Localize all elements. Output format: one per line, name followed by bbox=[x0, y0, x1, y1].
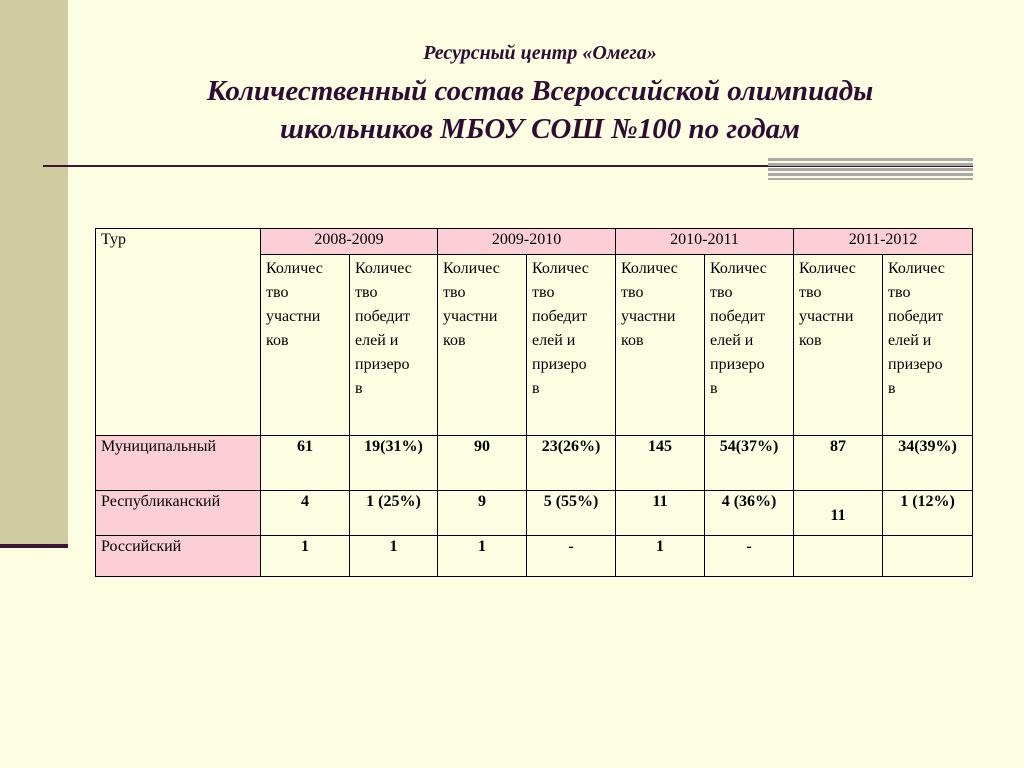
table-cell: 1 bbox=[616, 536, 705, 577]
winners-header: Количес тво победит елей и призеро в bbox=[527, 255, 616, 436]
table-cell: 54(37%) bbox=[705, 436, 794, 491]
table-row-russian bbox=[96, 536, 973, 577]
slide-subtitle: Ресурсный центр «Омега» bbox=[423, 42, 657, 64]
table-cell: 61 bbox=[261, 436, 350, 491]
olympiad-table bbox=[95, 228, 973, 577]
left-decorative-bar bbox=[0, 0, 68, 545]
table-cell: 11 bbox=[794, 491, 883, 536]
year-header: 2011-2012 bbox=[794, 229, 973, 255]
table-row-republican bbox=[96, 491, 973, 536]
table-cell bbox=[883, 536, 973, 577]
winners-header: Количес тво победит елей и призеро в bbox=[350, 255, 438, 436]
table-cell: 1 bbox=[438, 536, 527, 577]
table-cell: 19(31%) bbox=[350, 436, 438, 491]
table-cell: - bbox=[705, 536, 794, 577]
tour-header-cell: Тур bbox=[96, 229, 261, 436]
table-cell: - bbox=[527, 536, 616, 577]
slide-title-line-2: школьников МБОУ СОШ №100 по годам bbox=[279, 113, 801, 145]
slide-title bbox=[100, 72, 980, 148]
row-label: Российский bbox=[96, 536, 261, 577]
table-cell: 145 bbox=[616, 436, 705, 491]
winners-header: Количес тво победит елей и призеро в bbox=[883, 255, 973, 436]
table-cell: 34(39%) bbox=[883, 436, 973, 491]
table-cell: 9 bbox=[438, 491, 527, 536]
participants-header: Количес тво участни ков bbox=[261, 255, 350, 436]
participants-header: Количес тво участни ков bbox=[794, 255, 883, 436]
winners-header: Количес тво победит елей и призеро в bbox=[705, 255, 794, 436]
table-cell: 11 bbox=[616, 491, 705, 536]
year-header: 2010-2011 bbox=[616, 229, 794, 255]
table-cell: 87 bbox=[794, 436, 883, 491]
participants-header: Количес тво участни ков bbox=[616, 255, 705, 436]
left-divider-line bbox=[0, 544, 68, 548]
table-cell: 1 (12%) bbox=[883, 491, 973, 536]
decorative-stripes bbox=[768, 158, 973, 180]
table-cell: 1 bbox=[350, 536, 438, 577]
row-label: Республиканский bbox=[96, 491, 261, 536]
table-row-municipal bbox=[96, 436, 973, 491]
table-cell bbox=[794, 536, 883, 577]
table-cell: 4 bbox=[261, 491, 350, 536]
year-header: 2009-2010 bbox=[438, 229, 616, 255]
table-cell: 4 (36%) bbox=[705, 491, 794, 536]
year-header: 2008-2009 bbox=[261, 229, 438, 255]
slide-title-block bbox=[100, 40, 980, 148]
table-cell: 1 (25%) bbox=[350, 491, 438, 536]
participants-header: Количес тво участни ков bbox=[438, 255, 527, 436]
table-cell: 5 (55%) bbox=[527, 491, 616, 536]
table-cell: 1 bbox=[261, 536, 350, 577]
row-label: Муниципальный bbox=[96, 436, 261, 491]
year-header-row bbox=[96, 229, 973, 255]
table-cell: 23(26%) bbox=[527, 436, 616, 491]
slide-title-line-1: Количественный состав Всероссийской олимпиады bbox=[206, 75, 874, 107]
table-cell: 90 bbox=[438, 436, 527, 491]
